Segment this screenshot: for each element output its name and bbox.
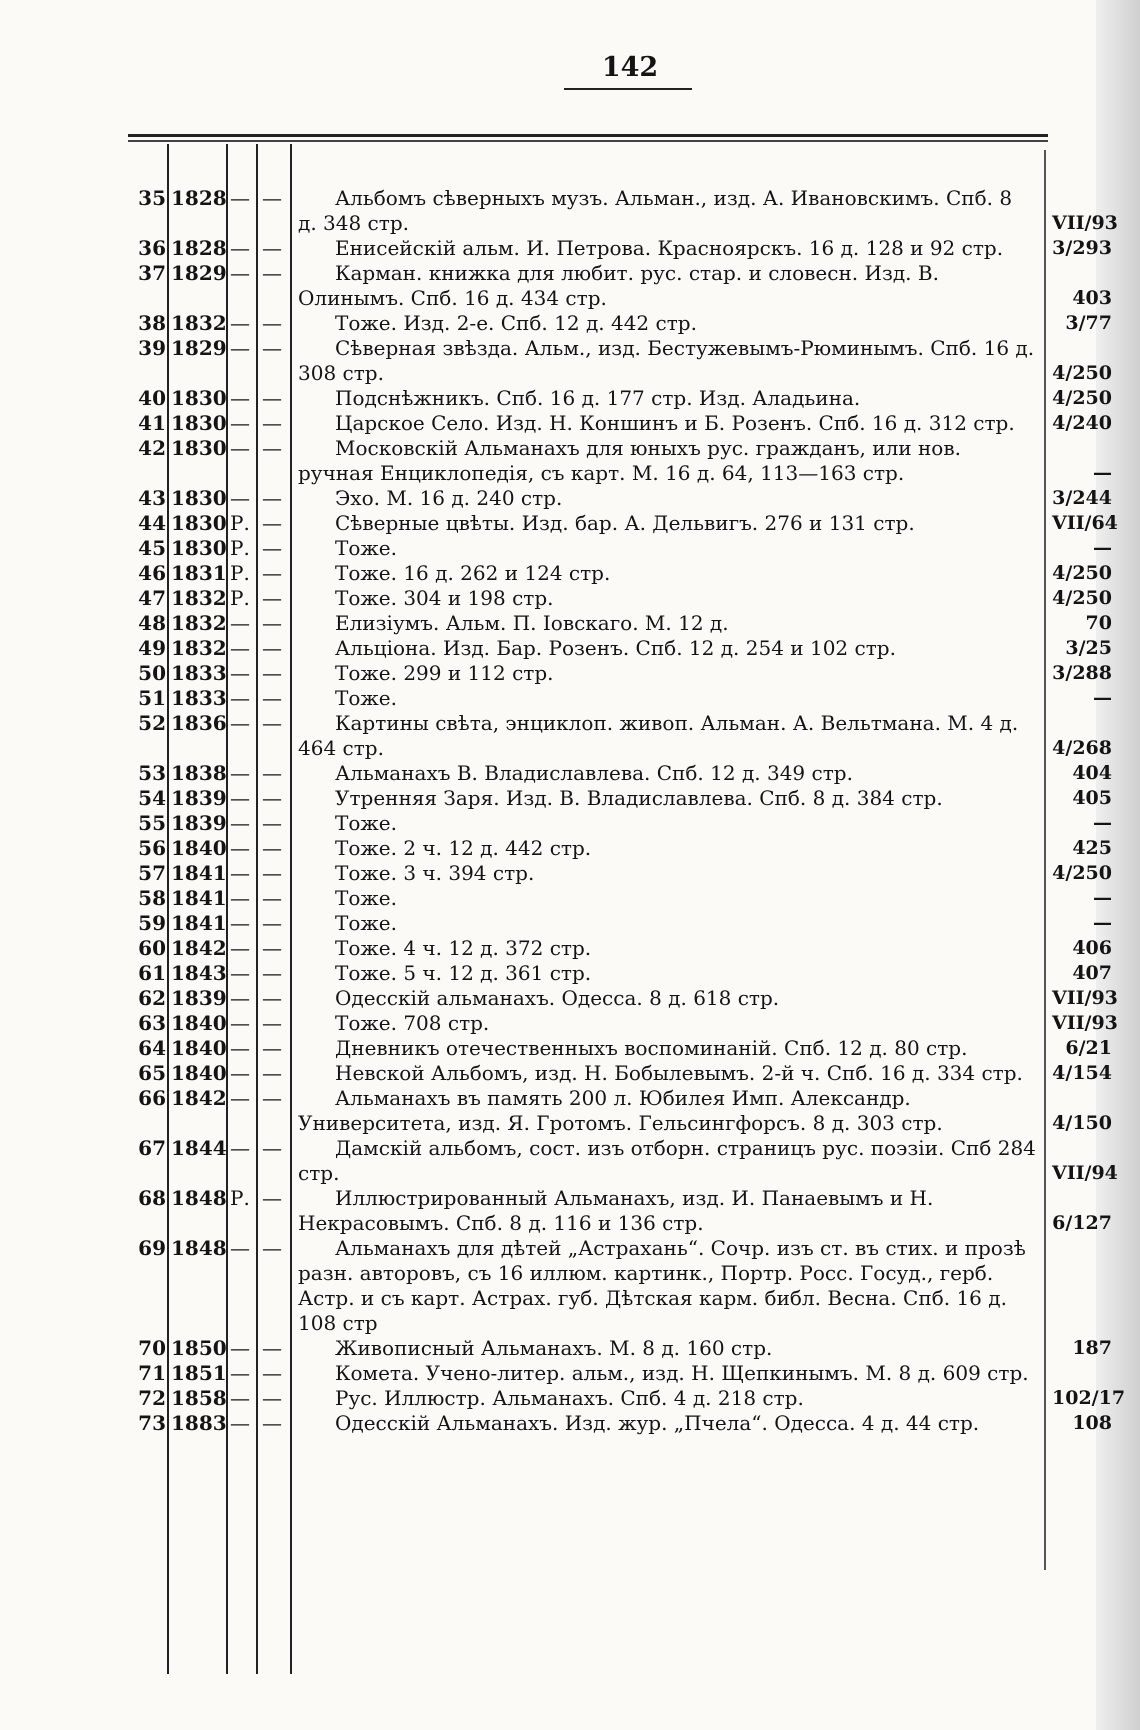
entry-mark-2: — <box>262 261 282 285</box>
entry-mark-2: — <box>262 1386 282 1410</box>
table-row <box>0 511 1140 536</box>
entry-description: Альціона. Изд. Бар. Розенъ. Спб. 12 д. 254 и 102 стр. <box>335 636 896 660</box>
entry-number: 63 <box>138 1011 166 1035</box>
entry-mark-2: — <box>262 1061 282 1085</box>
entry-reference: 70 <box>1085 612 1112 634</box>
entry-year: 1844 <box>171 1136 227 1160</box>
entry-reference: 4/250 <box>1052 862 1112 884</box>
table-row <box>0 936 1140 961</box>
entry-number: 59 <box>138 911 166 935</box>
entry-year: 1828 <box>171 186 227 210</box>
entry-number: 49 <box>138 636 166 660</box>
entry-mark-2: — <box>262 386 282 410</box>
entry-mark: — <box>230 1136 250 1160</box>
entry-mark: — <box>230 761 250 785</box>
entry-mark-2: — <box>262 811 282 835</box>
entry-reference: 4/154 <box>1052 1062 1112 1084</box>
entry-number: 61 <box>138 961 166 985</box>
entry-mark: — <box>230 786 250 810</box>
table-row <box>0 1136 1140 1186</box>
entry-mark: — <box>230 811 250 835</box>
entry-number: 42 <box>138 436 166 460</box>
table-row <box>0 961 1140 986</box>
entry-description: Альманахъ В. Владиславлева. Спб. 12 д. 349 стр. <box>335 761 853 785</box>
entry-mark: — <box>230 1361 250 1385</box>
entry-mark: — <box>230 436 250 460</box>
entry-year: 1833 <box>171 661 227 685</box>
entry-description: Картины свѣта, энциклоп. живоп. Альман. А. Вельтмана. М. 4 д. 464 стр. <box>298 711 1019 760</box>
table-row <box>0 1011 1140 1036</box>
entry-reference: 6/127 <box>1052 1212 1112 1234</box>
entry-year: 1841 <box>171 886 227 910</box>
entry-year: 1843 <box>171 961 227 985</box>
entry-description: Одесскій альманахъ. Одесса. 8 д. 618 стр. <box>335 986 780 1010</box>
entry-mark-2: — <box>262 311 282 335</box>
entry-description: Елизіумъ. Альм. П. Іовскаго. М. 12 д. <box>335 611 729 635</box>
table-row <box>0 486 1140 511</box>
entry-mark: — <box>230 1386 250 1410</box>
entry-mark: — <box>230 961 250 985</box>
entry-description: Иллюстрированный Альманахъ, изд. И. Панаевымъ и Н. Некрасовымъ. Спб. 8 д. 116 и 136 стр. <box>298 1186 934 1235</box>
entry-year: 1851 <box>171 1361 227 1385</box>
entry-description: Одесскій Альманахъ. Изд. жур. „Пчела“. Одесса. 4 д. 44 стр. <box>335 1411 980 1435</box>
entry-mark-2: — <box>262 511 282 535</box>
entry-description: Тоже. 708 стр. <box>335 1011 490 1035</box>
entry-year: 1839 <box>171 786 227 810</box>
entry-mark-2: — <box>262 336 282 360</box>
entry-number: 70 <box>138 1336 166 1360</box>
entry-year: 1832 <box>171 586 227 610</box>
entry-year: 1841 <box>171 911 227 935</box>
entry-mark: — <box>230 236 250 260</box>
entry-mark-2: — <box>262 1236 282 1260</box>
entry-description: Живописный Альманахъ. М. 8 д. 160 стр. <box>335 1336 773 1360</box>
entry-description: Тоже. 304 и 198 стр. <box>335 586 554 610</box>
entry-number: 62 <box>138 986 166 1010</box>
entry-reference: 187 <box>1072 1337 1112 1359</box>
entry-year: 1836 <box>171 711 227 735</box>
entry-number: 37 <box>138 261 166 285</box>
table-row <box>0 436 1140 486</box>
entry-description: Тоже. 5 ч. 12 д. 361 стр. <box>335 961 592 985</box>
entry-reference: — <box>1093 812 1112 834</box>
entry-number: 48 <box>138 611 166 635</box>
entry-mark: Р. <box>230 586 250 610</box>
catalog-table <box>0 186 1140 1436</box>
entry-year: 1832 <box>171 636 227 660</box>
entry-mark: — <box>230 861 250 885</box>
table-row <box>0 911 1140 936</box>
entry-description: Царское Село. Изд. Н. Коншинъ и Б. Розенъ. Спб. 16 д. 312 стр. <box>335 411 1015 435</box>
table-row <box>0 586 1140 611</box>
entry-reference: 3/77 <box>1065 312 1112 334</box>
table-row <box>0 811 1140 836</box>
entry-reference: VII/93 <box>1052 987 1118 1009</box>
entry-mark-2: — <box>262 1036 282 1060</box>
entry-reference: VII/94 <box>1052 1162 1118 1184</box>
entry-number: 38 <box>138 311 166 335</box>
entry-reference: 4/240 <box>1052 412 1112 434</box>
entry-number: 35 <box>138 186 166 210</box>
entry-year: 1830 <box>171 386 227 410</box>
table-row <box>0 261 1140 311</box>
entry-description: Тоже. 16 д. 262 и 124 стр. <box>335 561 611 585</box>
entry-mark-2: — <box>262 486 282 510</box>
entry-mark-2: — <box>262 886 282 910</box>
entry-description: Енисейскій альм. И. Петрова. Красноярскъ. 16 д. 128 и 92 стр. <box>335 236 1004 260</box>
table-row <box>0 536 1140 561</box>
entry-mark: — <box>230 486 250 510</box>
entry-mark: — <box>230 986 250 1010</box>
entry-year: 1831 <box>171 561 227 585</box>
entry-mark: — <box>230 1011 250 1035</box>
entry-mark: — <box>230 686 250 710</box>
entry-year: 1838 <box>171 761 227 785</box>
table-row <box>0 411 1140 436</box>
entry-year: 1848 <box>171 1186 227 1210</box>
entry-year: 1858 <box>171 1386 227 1410</box>
table-row <box>0 1086 1140 1136</box>
table-row <box>0 1361 1140 1386</box>
entry-number: 57 <box>138 861 166 885</box>
entry-number: 47 <box>138 586 166 610</box>
entry-reference: 4/250 <box>1052 587 1112 609</box>
entry-mark: — <box>230 836 250 860</box>
entry-number: 44 <box>138 511 166 535</box>
entry-year: 1839 <box>171 986 227 1010</box>
entry-number: 66 <box>138 1086 166 1110</box>
entry-mark: — <box>230 1411 250 1435</box>
entry-description: Тоже. 3 ч. 394 стр. <box>335 861 535 885</box>
entry-reference: 407 <box>1072 962 1112 984</box>
entry-reference: 403 <box>1072 287 1112 309</box>
entry-description: Невской Альбомъ, изд. Н. Бобылевымъ. 2-й ч. Спб. 16 д. 334 стр. <box>335 1061 1023 1085</box>
entry-description: Подснѣжникъ. Спб. 16 д. 177 стр. Изд. Аладьина. <box>335 386 861 410</box>
entry-year: 1830 <box>171 486 227 510</box>
entry-year: 1828 <box>171 236 227 260</box>
entry-reference: 4/250 <box>1052 362 1112 384</box>
entry-mark-2: — <box>262 636 282 660</box>
entry-mark: — <box>230 186 250 210</box>
entry-description: Тоже. <box>335 886 397 910</box>
entry-description: Альбомъ сѣверныхъ музъ. Альман., изд. А. Ивановскимъ. Спб. 8 д. 348 стр. <box>298 186 1013 235</box>
entry-description: Дамскій альбомъ, сост. изъ отборн. страницъ рус. поэзіи. Спб 284 стр. <box>298 1136 1036 1185</box>
entry-reference: 4/150 <box>1052 1112 1112 1134</box>
entry-number: 55 <box>138 811 166 835</box>
entry-year: 1840 <box>171 1036 227 1060</box>
entry-number: 72 <box>138 1386 166 1410</box>
entry-reference: — <box>1093 912 1112 934</box>
entry-mark: — <box>230 1336 250 1360</box>
entry-description: Тоже. <box>335 911 397 935</box>
entry-mark-2: — <box>262 586 282 610</box>
entry-mark-2: — <box>262 1186 282 1210</box>
entry-number: 71 <box>138 1361 166 1385</box>
entry-reference: 405 <box>1072 787 1112 809</box>
entry-reference: 4/268 <box>1052 737 1112 759</box>
entry-number: 56 <box>138 836 166 860</box>
page-number-rule <box>564 88 692 90</box>
entry-mark-2: — <box>262 436 282 460</box>
entry-mark-2: — <box>262 686 282 710</box>
entry-mark-2: — <box>262 236 282 260</box>
entry-description: Комета. Учено-литер. альм., изд. Н. Щепкинымъ. М. 8 д. 609 стр. <box>335 1361 1029 1385</box>
entry-mark: — <box>230 711 250 735</box>
entry-description: Сѣверные цвѣты. Изд. бар. А. Дельвигъ. 276 и 131 стр. <box>335 511 915 535</box>
entry-year: 1833 <box>171 686 227 710</box>
table-row <box>0 186 1140 236</box>
entry-description: Московскій Альманахъ для юныхъ рус. гражданъ, или нов. ручная Енциклопедія, съ карт. М. 16 д. 64, 113—163 стр. <box>298 436 961 485</box>
entry-number: 67 <box>138 1136 166 1160</box>
entry-mark: Р. <box>230 511 250 535</box>
entry-mark: Р. <box>230 561 250 585</box>
entry-description: Альманахъ въ память 200 л. Юбилея Имп. Александр. Университета, изд. Я. Гротомъ. Гельсингфорсъ. 8 д. 303 стр. <box>298 1086 943 1135</box>
entry-reference: — <box>1093 537 1112 559</box>
entry-number: 53 <box>138 761 166 785</box>
entry-reference: 425 <box>1072 837 1112 859</box>
entry-description: Тоже. 2 ч. 12 д. 442 стр. <box>335 836 592 860</box>
entry-mark-2: — <box>262 1336 282 1360</box>
table-row <box>0 1186 1140 1236</box>
entry-number: 65 <box>138 1061 166 1085</box>
entry-mark: — <box>230 411 250 435</box>
table-row <box>0 711 1140 761</box>
entry-mark-2: — <box>262 1086 282 1110</box>
entry-mark-2: — <box>262 561 282 585</box>
entry-mark: — <box>230 261 250 285</box>
entry-mark-2: — <box>262 1361 282 1385</box>
entry-number: 58 <box>138 886 166 910</box>
entry-mark-2: — <box>262 761 282 785</box>
entry-number: 45 <box>138 536 166 560</box>
entry-year: 1840 <box>171 1011 227 1035</box>
entry-mark: — <box>230 661 250 685</box>
entry-reference: 4/250 <box>1052 387 1112 409</box>
entry-year: 1829 <box>171 336 227 360</box>
entry-reference: 3/293 <box>1052 237 1112 259</box>
entry-description: Тоже. Изд. 2-е. Спб. 12 д. 442 стр. <box>335 311 697 335</box>
entry-number: 50 <box>138 661 166 685</box>
entry-description: Рус. Иллюстр. Альманахъ. Спб. 4 д. 218 стр. <box>335 1386 804 1410</box>
table-row <box>0 986 1140 1011</box>
table-row <box>0 386 1140 411</box>
entry-number: 73 <box>138 1411 166 1435</box>
entry-reference: 406 <box>1072 937 1112 959</box>
entry-mark-2: — <box>262 186 282 210</box>
table-row <box>0 761 1140 786</box>
entry-description: Тоже. <box>335 811 397 835</box>
table-row <box>0 661 1140 686</box>
entry-mark-2: — <box>262 711 282 735</box>
entry-mark-2: — <box>262 786 282 810</box>
table-row <box>0 861 1140 886</box>
entry-description: Тоже. <box>335 686 397 710</box>
entry-mark-2: — <box>262 836 282 860</box>
entry-reference: 108 <box>1072 1412 1112 1434</box>
entry-year: 1841 <box>171 861 227 885</box>
entry-reference: 404 <box>1072 762 1112 784</box>
entry-year: 1883 <box>171 1411 227 1435</box>
entry-year: 1830 <box>171 411 227 435</box>
entry-mark: — <box>230 311 250 335</box>
entry-year: 1842 <box>171 936 227 960</box>
entry-year: 1832 <box>171 611 227 635</box>
entry-reference: VII/93 <box>1052 1012 1118 1034</box>
entry-number: 39 <box>138 336 166 360</box>
entry-mark-2: — <box>262 1011 282 1035</box>
table-row <box>0 1236 1140 1336</box>
entry-number: 43 <box>138 486 166 510</box>
entry-year: 1840 <box>171 836 227 860</box>
table-row <box>0 786 1140 811</box>
table-row <box>0 1411 1140 1436</box>
entry-year: 1839 <box>171 811 227 835</box>
entry-mark: — <box>230 936 250 960</box>
table-row <box>0 336 1140 386</box>
entry-mark-2: — <box>262 961 282 985</box>
entry-year: 1830 <box>171 536 227 560</box>
table-row <box>0 561 1140 586</box>
table-row <box>0 686 1140 711</box>
entry-year: 1850 <box>171 1336 227 1360</box>
entry-mark-2: — <box>262 661 282 685</box>
entry-reference: VII/64 <box>1052 512 1118 534</box>
entry-number: 68 <box>138 1186 166 1210</box>
entry-description: Тоже. 299 и 112 стр. <box>335 661 554 685</box>
entry-mark-2: — <box>262 1136 282 1160</box>
entry-reference: 3/288 <box>1052 662 1112 684</box>
entry-mark-2: — <box>262 536 282 560</box>
entry-number: 46 <box>138 561 166 585</box>
table-row <box>0 886 1140 911</box>
entry-reference: 3/25 <box>1065 637 1112 659</box>
table-row <box>0 236 1140 261</box>
entry-number: 52 <box>138 711 166 735</box>
entry-year: 1829 <box>171 261 227 285</box>
entry-description: Карман. книжка для любит. рус. стар. и словесн. Изд. В. Олинымъ. Спб. 16 д. 434 стр. <box>298 261 939 310</box>
entry-description: Эхо. М. 16 д. 240 стр. <box>335 486 563 510</box>
table-top-rule-thin <box>128 140 1048 142</box>
entry-mark: — <box>230 336 250 360</box>
entry-mark-2: — <box>262 936 282 960</box>
entry-mark: — <box>230 886 250 910</box>
table-row <box>0 311 1140 336</box>
entry-year: 1830 <box>171 436 227 460</box>
entry-reference: 3/244 <box>1052 487 1112 509</box>
entry-description: Тоже. <box>335 536 397 560</box>
entry-reference: 4/250 <box>1052 562 1112 584</box>
entry-year: 1842 <box>171 1086 227 1110</box>
table-row <box>0 636 1140 661</box>
entry-mark-2: — <box>262 1411 282 1435</box>
entry-mark: — <box>230 611 250 635</box>
entry-mark-2: — <box>262 986 282 1010</box>
entry-reference: 102/17 <box>1052 1387 1126 1409</box>
entry-mark: — <box>230 636 250 660</box>
entry-mark: — <box>230 1086 250 1110</box>
table-row <box>0 1036 1140 1061</box>
entry-number: 41 <box>138 411 166 435</box>
entry-number: 40 <box>138 386 166 410</box>
entry-mark-2: — <box>262 611 282 635</box>
entry-mark-2: — <box>262 861 282 885</box>
entry-description: Сѣверная звѣзда. Альм., изд. Бестужевымъ-Рюминымъ. Спб. 16 д. 308 стр. <box>298 336 1035 385</box>
entry-mark: — <box>230 386 250 410</box>
entry-reference: VII/93 <box>1052 212 1118 234</box>
table-row <box>0 1336 1140 1361</box>
table-row <box>0 1061 1140 1086</box>
entry-reference: — <box>1093 462 1112 484</box>
entry-mark: — <box>230 1236 250 1260</box>
entry-description: Утренняя Заря. Изд. В. Владиславлева. Спб. 8 д. 384 стр. <box>335 786 943 810</box>
entry-description: Дневникъ отечественныхъ воспоминаній. Спб. 12 д. 80 стр. <box>335 1036 968 1060</box>
entry-mark: — <box>230 911 250 935</box>
entry-year: 1840 <box>171 1061 227 1085</box>
entry-year: 1848 <box>171 1236 227 1260</box>
entry-mark-2: — <box>262 411 282 435</box>
entry-number: 36 <box>138 236 166 260</box>
entry-reference: 6/21 <box>1065 1037 1112 1059</box>
entry-description: Альманахъ для дѣтей „Астрахань“. Сочр. изъ ст. въ стих. и прозѣ разн. авторовъ, съ 16 иллюм. картинк., Портр. Росс. Госуд., герб. Астр. и съ карт. Астрах. губ. Дѣтская карм. библ. Весна. Спб. 16 д. 108 стр <box>298 1236 1026 1335</box>
entry-number: 51 <box>138 686 166 710</box>
table-row <box>0 836 1140 861</box>
entry-mark: — <box>230 1036 250 1060</box>
entry-reference: — <box>1093 687 1112 709</box>
entry-year: 1832 <box>171 311 227 335</box>
entry-mark: Р. <box>230 1186 250 1210</box>
entry-mark: — <box>230 1061 250 1085</box>
table-row <box>0 611 1140 636</box>
entry-year: 1830 <box>171 511 227 535</box>
entry-description: Тоже. 4 ч. 12 д. 372 стр. <box>335 936 592 960</box>
entry-number: 69 <box>138 1236 166 1260</box>
entry-number: 54 <box>138 786 166 810</box>
entry-reference: — <box>1093 887 1112 909</box>
table-top-rule <box>128 134 1048 137</box>
entry-mark: Р. <box>230 536 250 560</box>
entry-mark-2: — <box>262 911 282 935</box>
table-row <box>0 1386 1140 1411</box>
entry-number: 60 <box>138 936 166 960</box>
page-number: 142 <box>601 52 659 83</box>
entry-number: 64 <box>138 1036 166 1060</box>
